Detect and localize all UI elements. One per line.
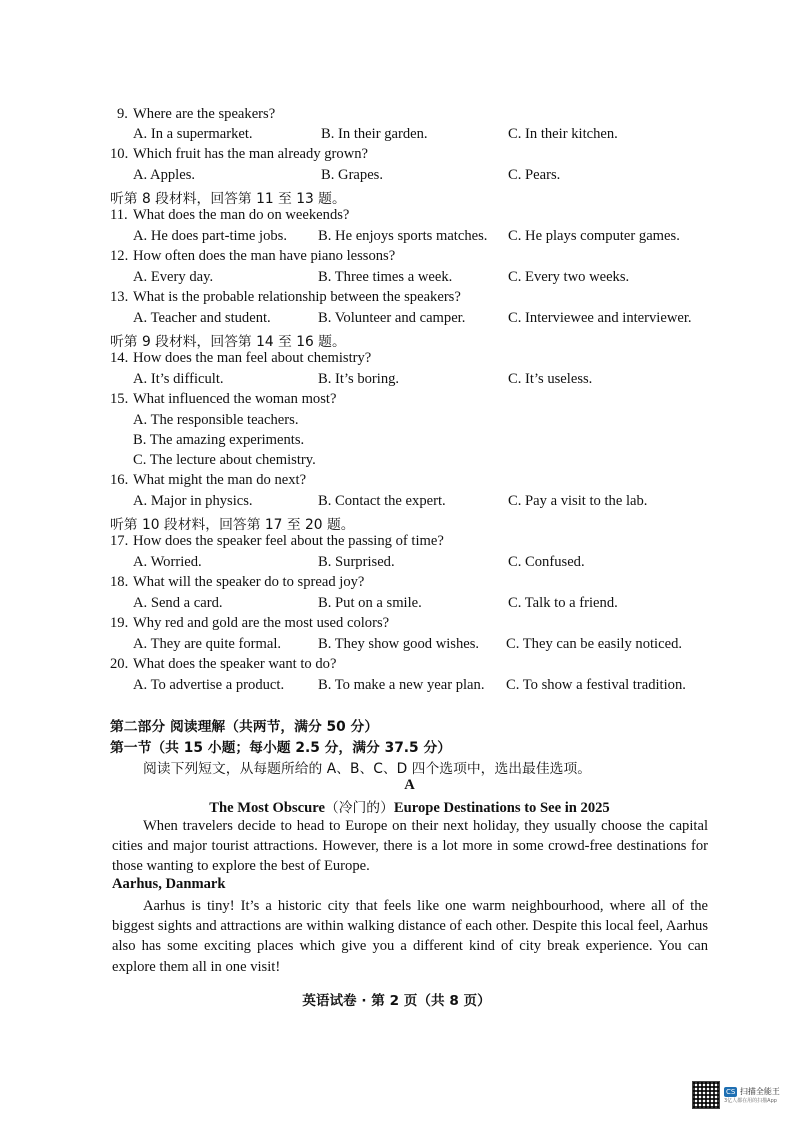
options-19 [0, 636, 793, 656]
passage-paragraph-1 [112, 816, 708, 877]
question-number: 11. [110, 207, 128, 223]
question-text: What will the speaker do to spread joy? [133, 574, 365, 590]
option-b: B. They show good wishes. [318, 636, 480, 652]
options-17 [0, 554, 793, 574]
section-instruction-9: 听第 9 段材料，回答第 14 至 16 题。 [110, 334, 346, 350]
question-text: What does the speaker want to do? [133, 656, 337, 672]
question-text: Which fruit has the man already grown? [133, 146, 369, 162]
option-c: C. It’s useless. [508, 371, 593, 387]
passage-title-part1: The Most Obscure [209, 800, 325, 816]
question-number: 17. [110, 533, 129, 549]
scanner-app-name: 扫描全能王 [739, 1086, 780, 1096]
section-instruction-10: 听第 10 段材料，回答第 17 至 20 题。 [110, 517, 355, 533]
cs-logo-icon: CS [726, 1087, 736, 1096]
option-15-c [0, 452, 793, 472]
scanner-watermark [692, 1080, 787, 1110]
option-a: A. The responsible teachers. [133, 412, 299, 428]
option-b: B. Volunteer and camper. [318, 310, 466, 326]
question-15 [0, 391, 793, 411]
option-b: B. Surprised. [318, 554, 395, 570]
options-20 [0, 677, 793, 697]
passage-paragraph-2 [112, 896, 708, 977]
options-9 [0, 126, 793, 146]
question-13 [0, 289, 793, 309]
option-c: C. He plays computer games. [508, 228, 680, 244]
option-c: C. Every two weeks. [508, 269, 630, 285]
option-b: B. Put on a smile. [318, 595, 422, 611]
question-text: What is the probable relationship between the speakers? [133, 289, 461, 305]
question-text: What might the man do next? [133, 472, 307, 488]
option-c: C. Pears. [508, 167, 561, 183]
options-12 [0, 269, 793, 289]
destination-heading: Aarhus, Danmark [112, 876, 226, 892]
option-a: A. Worried. [133, 554, 202, 570]
passage-title [13, 796, 793, 817]
options-18 [0, 595, 793, 615]
option-a: A. They are quite formal. [133, 636, 282, 652]
question-19 [0, 615, 793, 635]
question-number: 10. [110, 146, 129, 162]
question-number: 19. [110, 615, 129, 631]
question-text: How does the man feel about chemistry? [133, 350, 372, 366]
passage-letter: A [404, 777, 415, 793]
part2-heading: 第二部分 阅读理解（共两节，满分 50 分） [110, 719, 379, 735]
question-text: Where are the speakers? [133, 106, 276, 122]
option-15-a [0, 412, 793, 432]
question-number: 13. [110, 289, 129, 305]
options-14 [0, 371, 793, 391]
question-16 [0, 472, 793, 492]
paragraph-text: When travelers decide to head to Europe on their next holiday, they usually choose the capital cities and major tourist attractions. However, there is a lot more in some crowd-free destinations for those wanting to explore the best of Europe. [112, 818, 708, 875]
question-number: 18. [110, 574, 129, 590]
option-c: C. In their kitchen. [508, 126, 618, 142]
option-b: B. Grapes. [321, 167, 384, 183]
part2-subheading: 第一节（共 15 小题；每小题 2.5 分，满分 37.5 分） [110, 740, 452, 756]
question-text: How does the speaker feel about the passing of time? [133, 533, 444, 549]
option-b: B. It’s boring. [318, 371, 400, 387]
option-a: A. Send a card. [133, 595, 223, 611]
question-number: 15. [110, 391, 129, 407]
option-b: B. The amazing experiments. [133, 432, 305, 448]
question-18 [0, 574, 793, 594]
option-a: A. To advertise a product. [133, 677, 285, 693]
question-17 [0, 533, 793, 553]
option-a: A. Major in physics. [133, 493, 253, 509]
option-a: A. Apples. [133, 167, 196, 183]
option-b: B. He enjoys sports matches. [318, 228, 488, 244]
option-a: A. Every day. [133, 269, 214, 285]
options-13 [0, 310, 793, 330]
options-10 [0, 167, 793, 187]
paragraph-text: Aarhus is tiny! It’s a historic city that feels like one warm neighbourhood, where all of the biggest sights and attractions are within walking distance of each other. Despite this local feel, Aarhus also has some exciting places which give you a different kind of city break experience. You can explore them all in one visit! [112, 898, 708, 975]
options-11 [0, 228, 793, 248]
option-a: A. Teacher and student. [133, 310, 271, 326]
question-10 [0, 146, 793, 166]
question-text: What does the man do on weekends? [133, 207, 350, 223]
option-b: B. Three times a week. [318, 269, 453, 285]
options-16 [0, 493, 793, 513]
option-c: C. To show a festival tradition. [506, 677, 686, 693]
question-9 [0, 106, 793, 126]
option-c: C. Interviewee and interviewer. [508, 310, 692, 326]
option-a: A. In a supermarket. [133, 126, 253, 142]
option-c: C. Confused. [508, 554, 585, 570]
question-number: 12. [110, 248, 129, 264]
page-footer: 英语试卷 · 第 2 页（共 8 页） [302, 993, 491, 1009]
scanner-text [724, 1087, 780, 1104]
question-14 [0, 350, 793, 370]
option-a: A. It’s difficult. [133, 371, 224, 387]
question-number: 14. [110, 350, 129, 366]
option-b: B. In their garden. [321, 126, 428, 142]
option-b: B. To make a new year plan. [318, 677, 485, 693]
question-12 [0, 248, 793, 268]
scanner-tagline: 3亿人都在用的扫描App [724, 1097, 777, 1104]
passage-title-part2: Europe Destinations to See in 2025 [393, 800, 610, 816]
question-text: Why red and gold are the most used colors? [133, 615, 390, 631]
section-instruction-8: 听第 8 段材料，回答第 11 至 13 题。 [110, 191, 346, 207]
question-20 [0, 656, 793, 676]
qr-code-icon [692, 1081, 720, 1109]
question-number: 20. [110, 656, 129, 672]
option-c: C. Pay a visit to the lab. [508, 493, 648, 509]
option-c: C. Talk to a friend. [508, 595, 618, 611]
passage-title-cn: （冷门的） [324, 800, 394, 816]
option-c: C. The lecture about chemistry. [133, 452, 316, 468]
question-text: How often does the man have piano lessons? [133, 248, 396, 264]
option-b: B. Contact the expert. [318, 493, 446, 509]
part2-instruction: 阅读下列短文，从每题所给的 A、B、C、D 四个选项中，选出最佳选项。 [143, 761, 592, 777]
question-11 [0, 207, 793, 227]
option-15-b [0, 432, 793, 452]
question-text: What influenced the woman most? [133, 391, 337, 407]
option-c: C. They can be easily noticed. [506, 636, 683, 652]
question-number: 16. [110, 472, 129, 488]
question-number: 9. [117, 106, 128, 122]
option-a: A. He does part-time jobs. [133, 228, 288, 244]
